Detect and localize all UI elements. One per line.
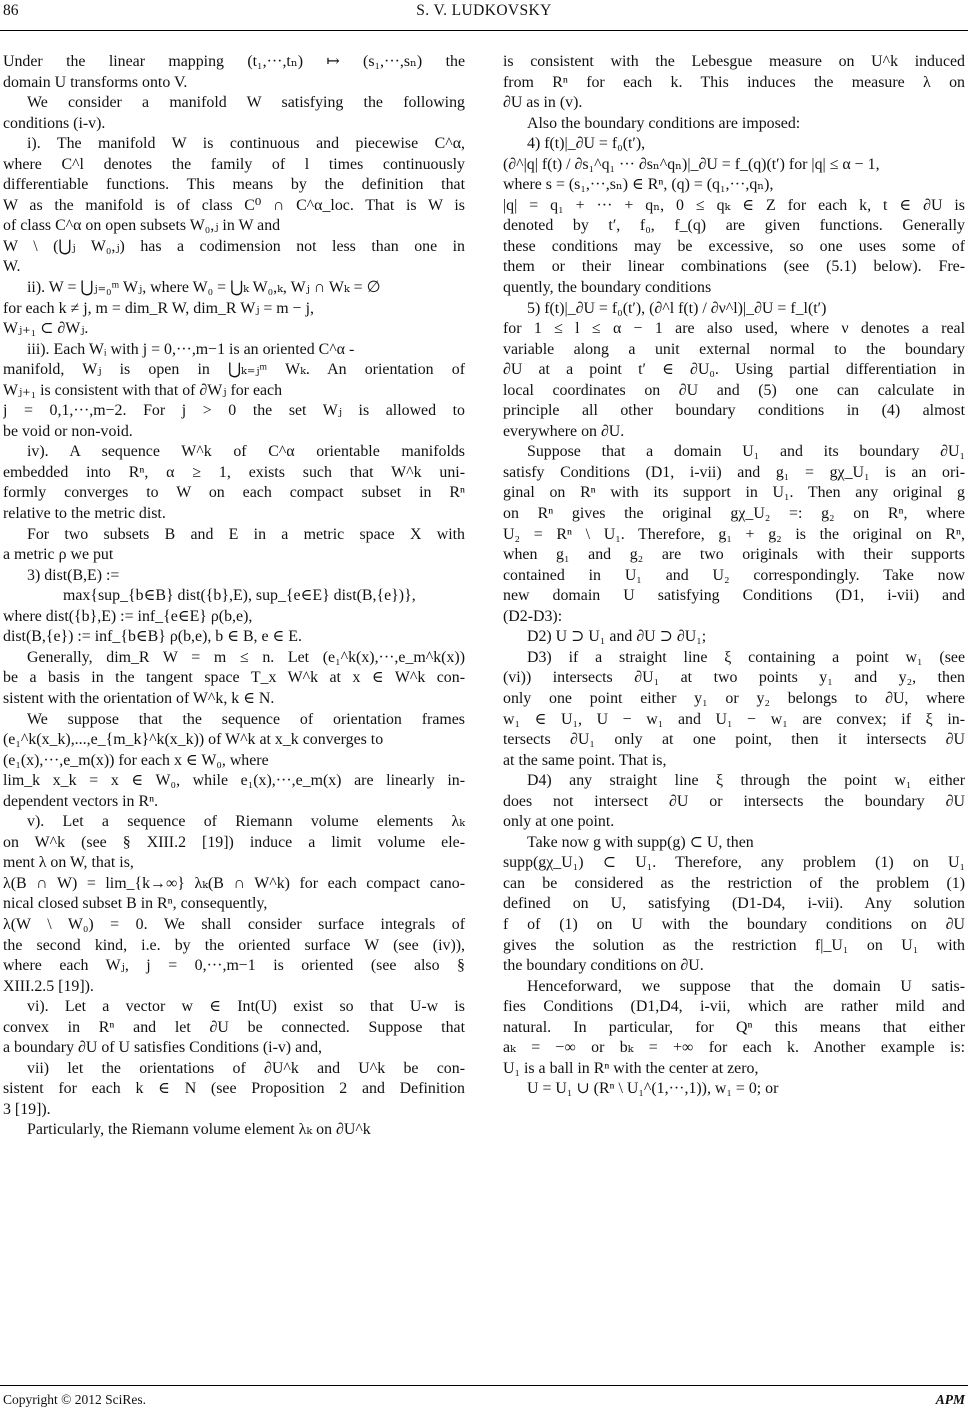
text-line: ginal on Rⁿ with its support in U₁. Then any original g — [503, 484, 965, 502]
text-line: W. — [3, 258, 21, 276]
text-line: is consistent with the Lebesgue measure on U^k induced — [503, 53, 965, 70]
text-line: these conditions may be excessive, so one uses some of — [503, 237, 965, 255]
text-line: lim_k x_k = x ∈ W₀, while e₁(x),···,e_m(x) are linearly in- — [3, 772, 465, 790]
text-line: at the same point. That is, — [503, 751, 667, 769]
text-line: (∂^|q| f(t) / ∂s₁^q₁ ··· ∂sₙ^qₙ)|_∂U = f_(q)(t′) for |q| ≤ α − 1, — [503, 155, 880, 173]
text-line: variable along a unit external normal to the boundary — [503, 340, 965, 358]
text-line: natural. In particular, for Qⁿ this means that either — [503, 1018, 965, 1036]
text-line: vi). Let a vector w ∈ Int(U) exist so that U-w is — [27, 998, 465, 1016]
text-line: vii) let the orientations of ∂U^k and U^k be con- — [27, 1059, 465, 1077]
text-line: We suppose that the sequence of orientation frames — [27, 710, 465, 728]
text-line: 3) dist(B,E) := — [27, 566, 120, 584]
text-line: sistent with the orientation of W^k, k ∈ N. — [3, 689, 275, 707]
text-line: (e₁(x),···,e_m(x)) for each x ∈ W₀, where — [3, 751, 269, 769]
text-line: D2) U ⊃ U₁ and ∂U ⊃ ∂U₁; — [527, 628, 707, 646]
text-line: where dist({b},E) := inf_{e∈E} ρ(b,e), — [3, 607, 253, 625]
text-line: can be considered as the restriction of the problem (1) — [503, 874, 965, 892]
text-line: Henceforward, we suppose that the domain U satis- — [527, 977, 965, 995]
text-line: Wⱼ₊₁ is consistent with that of ∂Wⱼ for each — [3, 381, 283, 399]
text-line: convex in Rⁿ and let ∂U be connected. Suppose that — [3, 1018, 465, 1036]
right-column — [503, 52, 965, 1100]
text-line: Also the boundary conditions are imposed: — [527, 114, 801, 132]
text-line: on Rⁿ gives the original gχ_U₂ =: g₂ on Rⁿ, where — [503, 505, 965, 523]
text-line: Take now g with supp(g) ⊂ U, then — [527, 833, 754, 851]
text-line: XIII.2.5 [19]). — [3, 977, 94, 995]
running-head-author: S. V. LUDKOVSKY — [416, 2, 552, 19]
text-line: be a basis in the tangent space T_x W^k at x ∈ W^k con- — [3, 669, 465, 687]
header-rule — [0, 30, 968, 31]
text-line: only at one point. — [503, 813, 615, 831]
text-line: iii). Each Wᵢ with j = 0,···,m−1 is an oriented C^α - — [27, 340, 355, 358]
text-line: dist(B,{e}) := inf_{b∈B} ρ(b,e), b ∈ B, e ∈ E. — [3, 628, 302, 646]
text-line: conditions (i-v). — [3, 114, 106, 132]
text-line: quently, the boundary conditions — [503, 279, 712, 297]
text-line: when g₁ and g₂ are two originals with their supports — [503, 546, 965, 564]
text-line: W \ (⋃ⱼ W₀,ⱼ) has a codimension not less than one in — [3, 237, 465, 255]
text-line: (e₁^k(x_k),...,e_{m_k}^k(x_k)) of W^k at x_k converges to — [3, 731, 384, 749]
text-line: |q| = q₁ + ··· + qₙ, 0 ≤ qₖ ∈ Z for each k, t ∈ ∂U is — [503, 196, 965, 214]
text-line: w₁ ∈ U₁, U − w₁ and U₁ − w₁ are convex; if ξ in- — [503, 710, 965, 728]
text-line: W as the manifold is of class C⁰ ∩ C^α_loc. That is W is — [3, 196, 465, 214]
text-line: does not intersect ∂U or intersects the boundary ∂U — [503, 792, 965, 810]
text-line: v). Let a sequence of Riemann volume elements λₖ — [27, 813, 465, 831]
text-line: D4) any straight line ξ through the point w₁ either — [527, 772, 965, 790]
text-line: λ(B ∩ W) = lim_{k→∞} λₖ(B ∩ W^k) for each compact cano- — [3, 874, 465, 892]
text-line: principle all other boundary conditions in (4) almost — [503, 402, 965, 420]
text-line: tersects ∂U₁ only at one point, then it intersects ∂U — [503, 731, 965, 749]
text-line: supp(gχ_U₁) ⊂ U₁. Therefore, any problem (1) on U₁ — [503, 854, 965, 872]
text-line: nical closed subset B in Rⁿ, consequently, — [3, 895, 268, 913]
text-line: We consider a manifold W satisfying the following — [27, 94, 465, 112]
text-line: Suppose that a domain U₁ and its boundary ∂U₁ — [527, 443, 965, 461]
text-line: new domain U satisfying Conditions (D1, i-vii) and — [503, 587, 965, 605]
text-line: on W^k (see § XIII.2 [19]) induce a limit volume ele- — [3, 833, 465, 851]
text-line: U = U₁ ∪ (Rⁿ \ U₁^(1,···,1)), w₁ = 0; or — [527, 1080, 779, 1098]
left-column — [3, 52, 465, 1141]
text-line: where each Wⱼ, j = 0,···,m−1 is oriented (see also § — [3, 957, 465, 975]
text-line: i). The manifold W is continuous and piecewise C^α, — [27, 135, 465, 153]
copyright-notice: Copyright © 2012 SciRes. — [3, 1392, 147, 1407]
text-line: only one point either y₁ or y₂ belongs to ∂U, where — [503, 689, 965, 707]
text-line: Wⱼ₊₁ ⊂ ∂Wⱼ. — [3, 320, 89, 338]
text-line: 3 [19]). — [3, 1100, 51, 1118]
text-line: Under the linear mapping (t₁,···,tₙ) ↦ (s₁,···,sₙ) the — [3, 53, 465, 70]
journal-abbreviation: APM — [935, 1392, 965, 1407]
text-line: 4) f(t)|_∂U = f₀(t′), — [527, 135, 646, 153]
text-line: Particularly, the Riemann volume element λₖ on ∂U^k — [27, 1121, 371, 1139]
text-line: where s = (s₁,···,sₙ) ∈ Rⁿ, (q) = (q₁,···,qₙ), — [503, 176, 774, 194]
text-line: of class C^α on open subsets W₀,ⱼ in W and — [3, 217, 281, 235]
text-line: denoted by t′, f₀, f_(q) are given functions. Generally — [503, 217, 965, 235]
text-line: the boundary conditions on ∂U. — [503, 957, 704, 975]
text-line: max{sup_{b∈B} dist({b},E), sup_{e∈E} dist(B,{e})}, — [63, 587, 416, 605]
text-line: manifold, Wⱼ is open in ⋃ₖ₌ⱼᵐ Wₖ. An orientation of — [3, 361, 465, 379]
text-line: embedded into Rⁿ, α ≥ 1, exists such that W^k uni- — [3, 463, 465, 481]
text-line: U₁ is a ball in Rⁿ with the center at zero, — [503, 1059, 759, 1077]
text-line: them or their linear combinations (see (5.1) below). Fre- — [503, 258, 965, 276]
text-line: ment λ on W, that is, — [3, 854, 134, 872]
text-line: Generally, dim_R W = m ≤ n. Let (e₁^k(x),···,e_m^k(x)) — [27, 648, 465, 666]
text-line: ∂U as in (v). — [503, 94, 583, 112]
text-line: U₂ = Rⁿ \ U₁. Therefore, g₁ + g₂ is the original on Rⁿ, — [503, 525, 965, 543]
text-line: satisfy Conditions (D1, i-vii) and g₁ = gχ_U₁ is an ori- — [503, 463, 965, 481]
text-line: λ(W \ W₀) = 0. We shall consider surface integrals of — [3, 915, 465, 933]
text-line: sistent for each k ∈ N (see Proposition 2 and Definition — [3, 1080, 465, 1098]
text-line: be void or non-void. — [3, 422, 133, 440]
text-line: 5) f(t)|_∂U = f₀(t′), (∂^l f(t) / ∂ν^l)|_∂U = f_l(t′) — [527, 299, 827, 317]
text-line: (vi)) intersects ∂U₁ at two points y₁ and y₂, then — [503, 669, 965, 687]
text-line: contained in U₁ and U₂ correspondingly. Take now — [503, 566, 965, 584]
text-line: For two subsets B and E in a metric space X with — [27, 525, 465, 543]
text-line: fies Conditions (D1,D4, i-vii, which are rather mild and — [503, 998, 965, 1016]
text-line: domain U transforms onto V. — [3, 73, 188, 91]
text-line: everywhere on ∂U. — [503, 422, 625, 440]
text-line: a metric ρ we put — [3, 546, 114, 564]
text-line: gives the solution as the restriction f|_U₁ on U₁ with — [503, 936, 965, 954]
text-line: defined on U, satisfying (D1-D4, i-vii). Any solution — [503, 895, 965, 913]
text-line: aₖ = −∞ or bₖ = +∞ for each k. Another example is: — [503, 1039, 965, 1057]
page-number: 86 — [3, 2, 19, 19]
text-line: where C^l denotes the family of l times continuously — [3, 155, 465, 173]
text-line: the second kind, i.e. by the oriented surface W (see (iv)), — [3, 936, 465, 954]
footer-rule — [0, 1385, 968, 1386]
text-line: differentiable functions. This means by the definition that — [3, 176, 465, 194]
text-line: a boundary ∂U of U satisfies Conditions (i-v) and, — [3, 1039, 322, 1057]
text-line: for each k ≠ j, m = dim_R W, dim_R Wⱼ = m − j, — [3, 299, 314, 317]
text-line: formly converges to W on each compact subset in Rⁿ — [3, 484, 465, 502]
text-line: f of (1) on U with the boundary conditions on ∂U — [503, 915, 965, 933]
text-line: D3) if a straight line ξ containing a point w₁ (see — [527, 648, 965, 666]
text-line: relative to the metric dist. — [3, 505, 166, 523]
running-header — [0, 2, 968, 24]
text-line: for 1 ≤ l ≤ α − 1 are also used, where ν denotes a real — [503, 320, 965, 338]
text-line: local coordinates on ∂U and (5) one can calculate in — [503, 381, 965, 399]
text-line: (D2-D3): — [503, 607, 563, 625]
text-line: ii). W = ⋃ⱼ₌₀ᵐ Wⱼ, where W₀ = ⋃ₖ W₀,ₖ, Wⱼ ∩ Wₖ = ∅ — [27, 279, 381, 297]
text-line: from Rⁿ for each k. This induces the measure λ on — [503, 73, 965, 91]
text-line: iv). A sequence W^k of C^α orientable manifolds — [27, 443, 465, 461]
text-line: dependent vectors in Rⁿ. — [3, 792, 159, 810]
text-line: j = 0,1,···,m−2. For j > 0 the set Wⱼ is allowed to — [3, 402, 465, 420]
text-line: ∂U at a point t′ ∈ ∂U₀. Using partial differentiation in — [503, 361, 965, 379]
